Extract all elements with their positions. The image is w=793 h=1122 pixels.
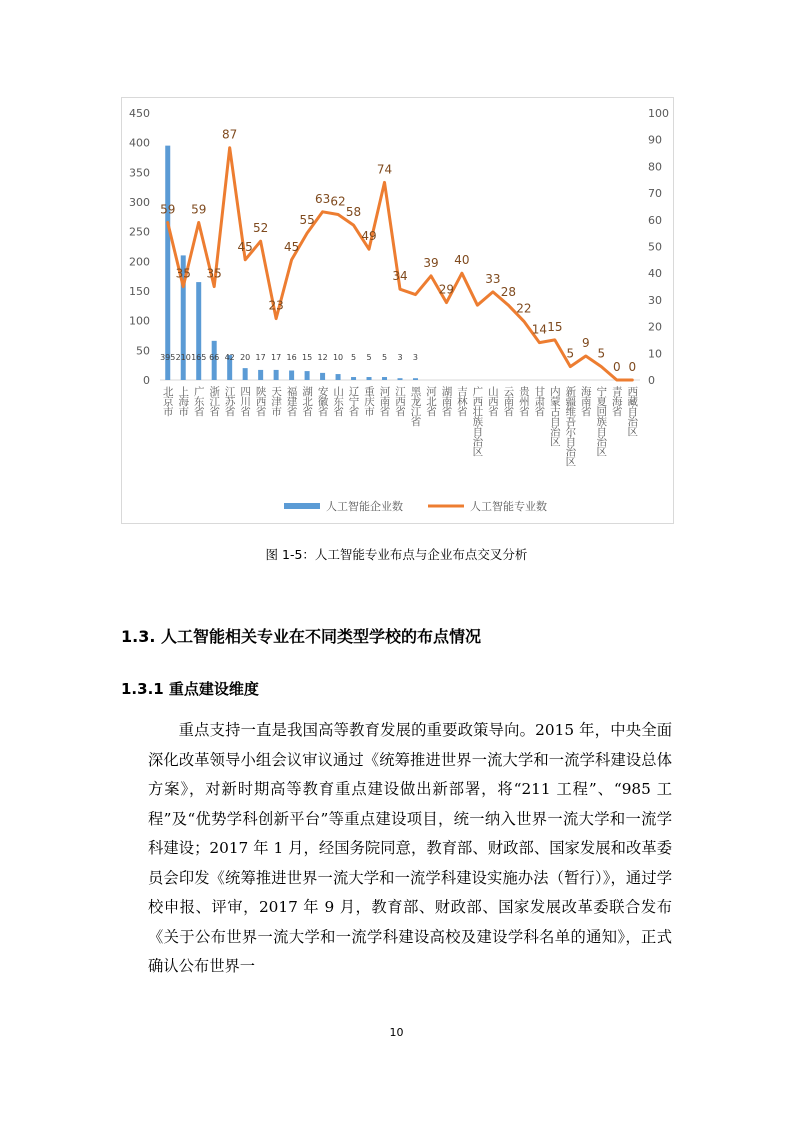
line-data-label: 5: [566, 346, 575, 361]
bar-data-label: 5: [366, 353, 372, 362]
bar: [243, 368, 248, 380]
line-data-label: 29: [438, 282, 455, 297]
bar-data-label: 3: [397, 353, 403, 362]
bar: [305, 371, 310, 380]
body-text: [148, 716, 672, 982]
category-label: 河北省: [424, 386, 437, 416]
y-right-tick-label: 80: [648, 160, 662, 174]
y-left-tick-label: 150: [129, 285, 150, 298]
y-left-tick-label: 200: [129, 255, 150, 269]
bar-data-label: 17: [255, 353, 266, 362]
y-left-tick-label: 450: [129, 107, 150, 120]
bar-data-label: 10: [332, 353, 344, 362]
legend-bar-label: 人工智能企业数: [326, 500, 403, 513]
category-label: 内蒙古自治区: [548, 386, 561, 446]
y-left-tick-label: 400: [129, 136, 150, 150]
subsection-heading: 1.3.1 重点建设维度: [121, 680, 259, 698]
bar: [351, 377, 356, 380]
line-data-label: 14: [531, 322, 547, 337]
line-data-label: 63: [314, 191, 331, 206]
line-data-label: 58: [345, 205, 362, 220]
category-label: 江西省: [394, 386, 406, 416]
category-label: 海南省: [579, 386, 592, 416]
figure-caption: 图 1-5：人工智能专业布点与企业布点交叉分析: [265, 547, 528, 562]
legend-bar-swatch: [284, 503, 320, 509]
category-label: 山西省: [486, 386, 499, 416]
line-data-label: 33: [485, 271, 501, 286]
line-data-label: 49: [361, 229, 377, 244]
line-data-label: 87: [222, 127, 238, 142]
category-label: 新疆维吾尔自治区: [564, 386, 577, 466]
bar-data-label: 12: [317, 353, 328, 362]
bar: [367, 377, 372, 380]
page-number: 10: [389, 1026, 404, 1039]
y-right-tick-label: 0: [648, 374, 655, 387]
y-left-tick-label: 250: [129, 225, 150, 239]
y-right-tick-label: 30: [648, 293, 662, 307]
bar: [398, 378, 403, 380]
line-data-label: 0: [628, 360, 637, 374]
line-data-label: 5: [597, 346, 606, 361]
chart: [122, 98, 675, 525]
line-data-label: 45: [237, 239, 253, 254]
y-right-tick-label: 70: [648, 187, 662, 201]
category-label: 湖南省: [440, 386, 453, 416]
line-data-label: 39: [423, 255, 439, 270]
bar-data-label: 42: [224, 353, 235, 362]
line-data-label: 52: [253, 221, 269, 236]
y-left-tick-label: 0: [143, 374, 150, 387]
category-label: 上海市: [177, 386, 190, 416]
bar: [382, 377, 387, 380]
bar: [196, 282, 201, 380]
bar-data-label: 20: [240, 353, 251, 362]
category-label: 广西壮族自治区: [471, 386, 484, 456]
category-label: 重庆市: [363, 386, 376, 416]
line-data-label: 23: [268, 298, 284, 313]
line-data-label: 55: [299, 213, 315, 228]
y-left-tick-label: 100: [129, 314, 150, 328]
line-data-label: 40: [454, 253, 470, 268]
line-data-label: 9: [581, 335, 590, 350]
bar-data-label: 5: [381, 353, 388, 362]
category-label: 辽宁省: [347, 386, 360, 416]
category-label: 宁夏回族自治区: [595, 386, 608, 456]
category-label: 四川省: [239, 386, 252, 416]
category-label: 黑龙江省: [409, 386, 422, 426]
y-right-tick-label: 100: [648, 107, 669, 120]
line-data-label: 45: [283, 239, 300, 254]
line-data-label: 59: [191, 202, 207, 217]
bar-data-label: 15: [302, 353, 313, 362]
category-label: 江苏省: [223, 386, 236, 416]
category-label: 云南省: [502, 386, 515, 416]
category-label: 安徽省: [316, 386, 329, 416]
bar-data-label: 16: [286, 353, 297, 362]
bar: [320, 373, 325, 380]
section-heading: 1.3. 人工智能相关专业在不同类型学校的布点情况: [121, 627, 481, 646]
line-data-label: 22: [516, 301, 532, 316]
category-label: 广东省: [192, 386, 205, 416]
y-right-tick-label: 60: [648, 213, 662, 227]
bar: [289, 371, 294, 380]
category-label: 青海省: [610, 386, 623, 416]
bar: [165, 146, 170, 380]
y-right-tick-label: 90: [648, 133, 662, 147]
bar-data-label: 3: [412, 353, 419, 362]
bar-data-label: 17: [271, 353, 282, 362]
y-left-tick-label: 50: [136, 344, 150, 358]
bar-data-label: 165: [191, 353, 207, 362]
y-left-tick-label: 300: [129, 196, 150, 209]
category-label: 福建省: [285, 386, 298, 416]
paragraph: 重点支持一直是我国高等教育发展的重要政策导向。2015 年，中央全面深化改革领导小组会议审议通过《统筹推进世界一流大学和一流学科建设总体方案》，对新时期高等教育重点建设做出新部署，将“211 工程”、“985 工程”及“优势学科创新平台”等重点建设项目，统一纳入世界一流大学和一流学科建设；2017 年 1 月，经国务院同意，教育部、财政部、国家发展和改革委员会印发《统筹推进世界一流大学和一流学科建设实施办法（暂行）》，通过学校申报、评审，2017 年 9 月，教育部、财政部、国家发展改革委联合发布《关于公布世界一流大学和一流学科建设高校及建设学科名单的通知》，正式确认公布世界一: [148, 721, 672, 975]
y-left-tick-label: 350: [129, 166, 150, 180]
bar-data-label: 210: [175, 353, 191, 362]
bar: [336, 374, 341, 380]
category-label: 吉林省: [455, 386, 468, 416]
line-data-label: 35: [206, 266, 222, 281]
category-label: 湖北省: [301, 386, 314, 416]
legend-line-label: 人工智能专业数: [470, 500, 547, 513]
category-label: 浙江省: [208, 386, 221, 416]
line-data-label: 62: [330, 194, 346, 209]
category-label: 贵州省: [517, 386, 530, 416]
line-data-label: 35: [175, 266, 191, 281]
y-right-tick-label: 20: [648, 320, 662, 334]
line-series: [168, 148, 633, 380]
bar-data-label: 5: [351, 353, 357, 362]
category-label: 北京市: [161, 386, 174, 416]
category-label: 陕西省: [254, 386, 267, 416]
line-data-label: 15: [547, 319, 563, 334]
line-data-label: 34: [392, 269, 408, 284]
line-data-label: 74: [376, 162, 393, 177]
category-label: 甘肃省: [533, 386, 546, 416]
line-data-label: 59: [160, 202, 176, 217]
bar-data-label: 66: [209, 353, 220, 362]
y-right-tick-label: 40: [648, 267, 662, 281]
bar: [274, 370, 279, 380]
line-data-label: 28: [500, 285, 517, 300]
y-right-tick-label: 10: [648, 347, 662, 361]
bar: [258, 370, 263, 380]
category-label: 天津市: [270, 386, 283, 416]
category-label: 西藏自治区: [626, 386, 639, 436]
bar-data-label: 395: [160, 353, 176, 362]
line-data-label: 0: [612, 360, 621, 374]
bar: [413, 378, 418, 380]
category-label: 山东省: [332, 386, 345, 416]
category-label: 河南省: [378, 386, 391, 416]
chart-frame: [121, 97, 674, 524]
y-right-tick-label: 50: [648, 240, 662, 254]
